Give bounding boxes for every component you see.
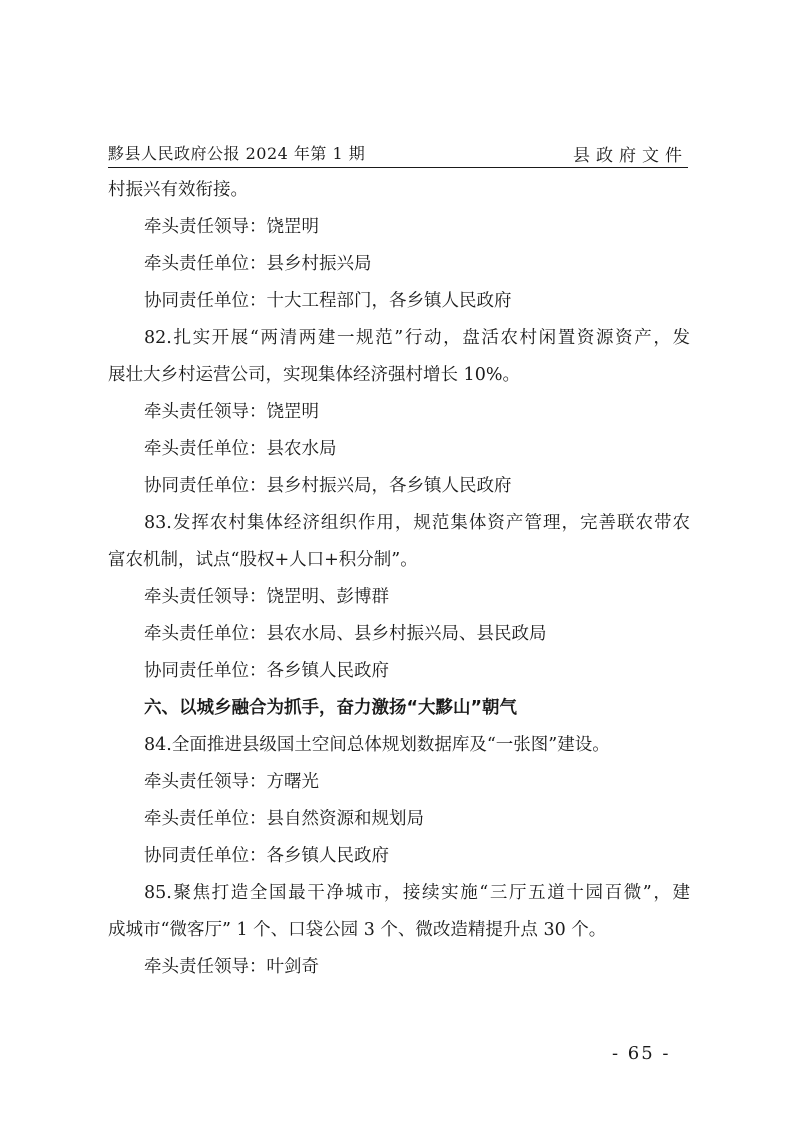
section-heading: 六、以城乡融合为抓手，奋力激扬“大黟山”朝气 [144,698,518,718]
item-83: 83.发挥农村集体经济组织作用，规范集体资产管理，完善联农带农 [144,513,690,533]
cooperating-unit: 协同责任单位：各乡镇人民政府 [144,846,389,866]
cooperating-unit: 协同责任单位：县乡村振兴局，各乡镇人民政府 [144,476,512,496]
cooperating-unit: 协同责任单位：十大工程部门，各乡镇人民政府 [144,291,512,311]
lead-unit: 牵头责任单位：县农水局 [144,439,337,459]
item-82-cont: 展壮大乡村运营公司，实现集体经济强村增长 10%。 [108,365,520,385]
lead-leader: 牵头责任领导：饶罡明 [144,402,319,422]
page-header [108,139,688,168]
lead-unit: 牵头责任单位：县自然资源和规划局 [144,809,424,829]
lead-leader: 牵头责任领导：叶剑奇 [144,957,319,977]
lead-unit: 牵头责任单位：县乡村振兴局 [144,254,372,274]
page-number: - 65 - [612,1043,671,1064]
lead-unit: 牵头责任单位：县农水局、县乡村振兴局、县民政局 [144,624,547,644]
text-line: 村振兴有效衔接。 [108,180,248,200]
section-title: 县政府文件 [573,146,688,166]
cooperating-unit: 协同责任单位：各乡镇人民政府 [144,661,389,681]
item-85: 85.聚焦打造全国最干净城市，接续实施“三厅五道十园百微”，建 [144,883,690,903]
item-84: 84.全面推进县级国土空间总体规划数据库及“一张图”建设。 [144,735,610,755]
item-82: 82.扎实开展“两清两建一规范”行动，盘活农村闲置资源资产，发 [144,328,690,348]
journal-title: 黟县人民政府公报 2024 年第 1 期 [108,144,366,163]
lead-leader: 牵头责任领导：方曙光 [144,772,319,792]
lead-leader: 牵头责任领导：饶罡明 [144,217,319,237]
lead-leader: 牵头责任领导：饶罡明、彭博群 [144,587,389,607]
document-body [108,172,690,986]
item-83-cont: 富农机制，试点“股权+人口+积分制”。 [108,550,418,570]
item-85-cont: 成城市“微客厅” 1 个、口袋公园 3 个、微改造精提升点 30 个。 [108,920,607,940]
